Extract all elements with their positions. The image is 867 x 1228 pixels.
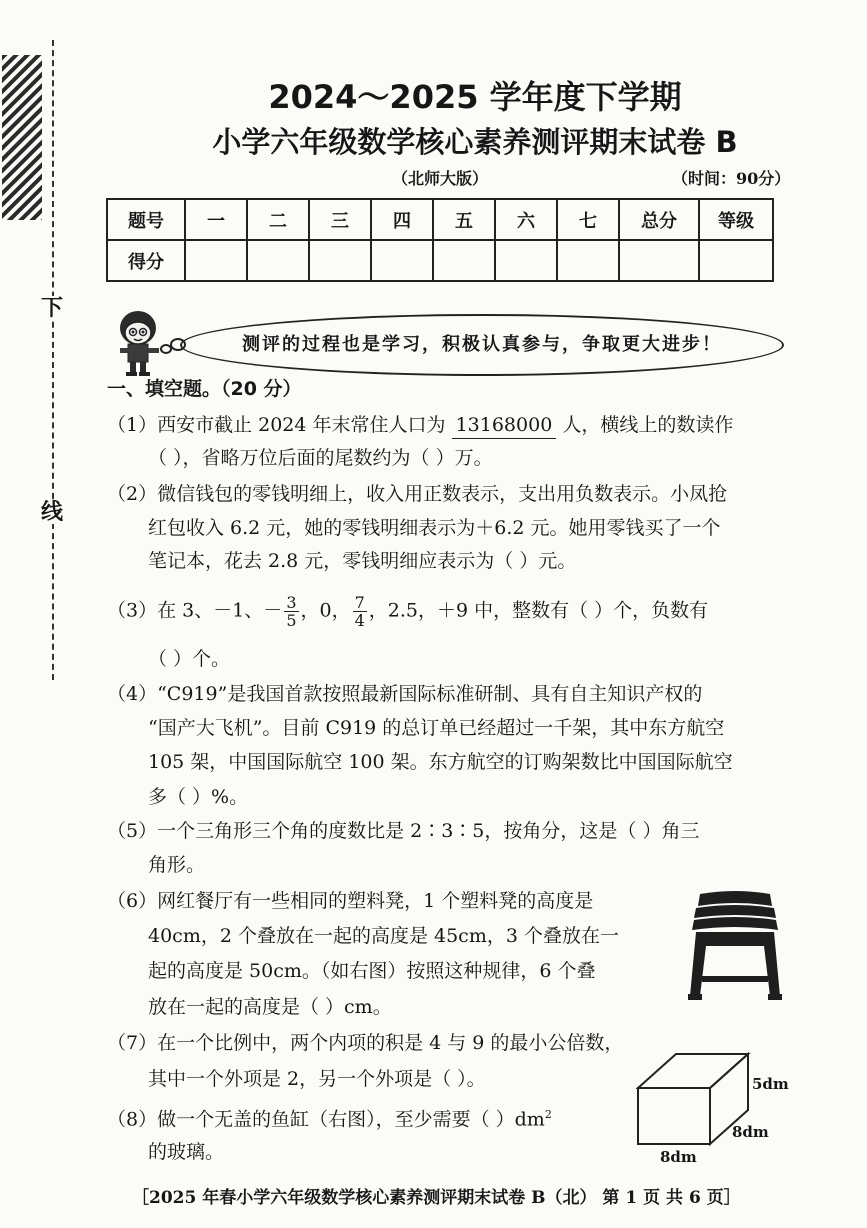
table-cell: 题号: [107, 199, 185, 240]
score-table-score-row: [107, 240, 773, 281]
question-text: 西安市截止 2024 年末常住人口为: [157, 414, 446, 436]
question-text: “C919”是我国首款按照最新国际标准研制、具有自主知识产权的: [157, 683, 703, 705]
score-table: [106, 198, 774, 282]
question-text: 一个三角形三个角的度数比是 2∶3∶5，按角分，这是（ ）角三: [157, 820, 700, 842]
fraction-numerator: 3: [286, 593, 297, 612]
cuboid-length-label: 8dm: [660, 1148, 697, 1166]
title-line-2: 小学六年级数学核心素养测评期末试卷 B: [212, 125, 738, 159]
table-cell: 得分: [107, 240, 185, 281]
title-line-1: 2024～2025 学年度下学期: [268, 78, 682, 116]
question-text: 做一个无盖的鱼缸（右图），至少需要（ ）dm: [157, 1108, 545, 1131]
table-cell: 四: [371, 199, 433, 240]
fraction-seven-fourths: [353, 594, 367, 629]
question-4-line-4[interactable]: 多（ ）%。: [148, 786, 249, 808]
page-footer: ［2025 年春小学六年级数学核心素养测评期末试卷 B（北） 第 1 页 共 6 页］: [132, 1188, 741, 1208]
question-2-line-1: [107, 481, 727, 507]
table-cell: 总分: [619, 199, 699, 240]
question-2-line-3[interactable]: 笔记本，花去 2.8 元，零钱明细应表示为（ ）元。: [148, 550, 577, 572]
question-7-line-1: [107, 1030, 623, 1056]
question-6-line-3: 起的高度是 50cm。（如右图）按照这种规律，6 个叠: [148, 960, 596, 982]
question-8-line-1[interactable]: [107, 1102, 552, 1132]
score-cell[interactable]: [433, 240, 495, 281]
question-number: （6）: [107, 890, 158, 912]
question-6-line-2: 40cm，2 个叠放在一起的高度是 45cm，3 个叠放在一: [148, 925, 619, 947]
score-cell[interactable]: [619, 240, 699, 281]
score-cell[interactable]: [309, 240, 371, 281]
question-number: （5）: [107, 820, 158, 842]
score-cell[interactable]: [699, 240, 773, 281]
edition-label: （北师大版）: [392, 169, 489, 188]
question-5-line-1[interactable]: [107, 818, 699, 844]
binding-char-line: 线: [40, 499, 63, 525]
fraction-denominator: 4: [354, 611, 365, 630]
question-5-line-2: 角形。: [148, 854, 206, 876]
question-4-line-1: [107, 681, 702, 707]
score-cell[interactable]: [557, 240, 619, 281]
score-cell[interactable]: [247, 240, 309, 281]
question-number: （1）: [107, 414, 158, 436]
table-cell: 等级: [699, 199, 773, 240]
time-label: （时间：90分）: [672, 169, 791, 188]
question-6-line-1: [107, 888, 593, 914]
question-number: （4）: [107, 683, 158, 705]
table-cell: 五: [433, 199, 495, 240]
motto-speech-bubble: 测评的过程也是学习，积极认真参与，争取更大进步！: [180, 314, 784, 376]
question-text: ，0，: [300, 599, 351, 622]
question-number: （8）: [107, 1108, 158, 1131]
binding-dashed-line: [52, 40, 54, 680]
fraction-numerator: 7: [354, 593, 365, 612]
question-4-line-2: “国产大飞机”。目前 C919 的总订单已经超过一千架，其中东方航空: [148, 717, 725, 739]
question-6-line-4[interactable]: 放在一起的高度是（ ）cm。: [148, 996, 392, 1018]
section-title-fill-in: 一、填空题。（20 分）: [107, 378, 302, 400]
score-cell[interactable]: [495, 240, 557, 281]
question-number: （7）: [107, 1032, 158, 1054]
table-cell: 三: [309, 199, 371, 240]
population-underlined-number: 13168000: [452, 412, 557, 439]
question-4-line-3: 105 架，中国国际航空 100 架。东方航空的订购架数比中国国际航空: [148, 751, 733, 773]
table-cell: 二: [247, 199, 309, 240]
question-text: 人，横线上的数读作: [562, 414, 734, 436]
cuboid-depth-label: 8dm: [732, 1123, 769, 1141]
question-1-line-1: [107, 412, 733, 439]
cuboid-height-label: 5dm: [752, 1075, 789, 1093]
table-cell: 一: [185, 199, 247, 240]
stacked-stools-illustration: [686, 888, 784, 1008]
fraction-denominator: 5: [286, 611, 297, 630]
score-table-header-row: [107, 199, 773, 240]
score-cell[interactable]: [185, 240, 247, 281]
table-cell: 七: [557, 199, 619, 240]
binding-char-down: 下: [40, 295, 63, 321]
question-text: 微信钱包的零钱明细上，收入用正数表示，支出用负数表示。小凤抢: [157, 483, 728, 505]
cartoon-student-illustration: [108, 306, 170, 378]
binding-hatch-pattern: [2, 55, 42, 220]
question-text: ，2.5，＋9 中，整数有（ ）个，负数有: [368, 599, 709, 622]
question-text: 在 3、－1、－: [157, 599, 283, 622]
question-3-line-2[interactable]: （ ）个。: [148, 648, 231, 670]
question-text: 网红餐厅有一些相同的塑料凳，1 个塑料凳的高度是: [157, 890, 594, 912]
question-number: （2）: [107, 483, 158, 505]
question-8-line-2: 的玻璃。: [148, 1141, 225, 1163]
question-3-line-1[interactable]: [107, 594, 708, 629]
question-7-line-2[interactable]: 其中一个外项是 2，另一个外项是（ ）。: [148, 1068, 486, 1090]
question-1-line-2[interactable]: （ ），省略万位后面的尾数约为（ ）万。: [148, 447, 493, 469]
question-text: 在一个比例中，两个内项的积是 4 与 9 的最小公倍数，: [157, 1032, 624, 1054]
question-2-line-2: 红包收入 6.2 元，她的零钱明细表示为＋6.2 元。她用零钱买了一个: [148, 517, 721, 539]
table-cell: 六: [495, 199, 557, 240]
score-cell[interactable]: [371, 240, 433, 281]
question-number: （3）: [107, 599, 158, 622]
fraction-three-fifths: [284, 594, 298, 629]
unit-superscript: 2: [544, 1108, 552, 1121]
